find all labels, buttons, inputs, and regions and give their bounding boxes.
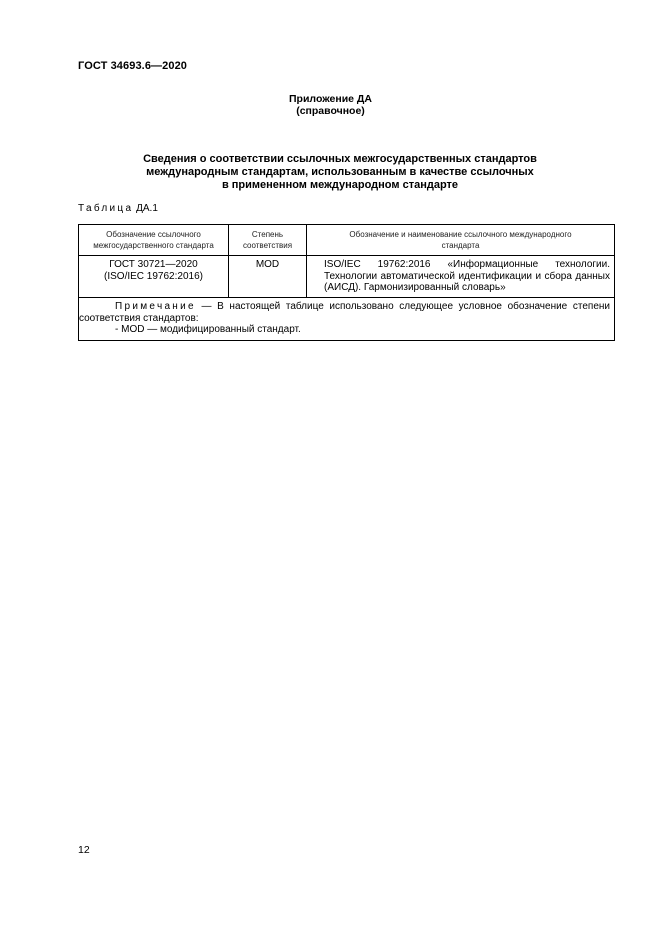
note-item: - MOD — модифицированный стандарт.: [115, 324, 301, 335]
note-label: Примечание: [115, 301, 196, 312]
header-text: Степень: [251, 230, 284, 239]
annex-title: Приложение ДА: [289, 93, 372, 105]
degree-text: MOD: [255, 259, 280, 270]
table-note: [79, 298, 615, 341]
note-text: — В настоящей таблице использовано следующее условное обозначение степени соответствия стандартов:: [79, 301, 610, 324]
annex-heading: [0, 93, 661, 117]
header-text: Обозначение ссылочного: [106, 230, 201, 239]
section-title: [60, 153, 620, 192]
header-text: соответствия: [242, 241, 293, 250]
header-text: межгосударственного стандарта: [93, 241, 214, 250]
header-text: стандарта: [441, 241, 480, 250]
column-header-international: [307, 225, 615, 256]
table-caption-number: ДА.1: [136, 203, 158, 214]
header-text: Обозначение и наименование ссылочного международного: [349, 230, 572, 239]
cell-international: [307, 256, 615, 298]
international-text: ISO/IEC 19762:2016 «Информационные технологии. Технологии автоматической идентификации и сбора данных (АИСД). Гармонизированный словарь»: [324, 259, 610, 293]
column-header-designation: [79, 225, 229, 256]
section-title-line-3: в примененном международном стандарте: [221, 179, 459, 191]
note-paragraph: [79, 301, 610, 324]
table-header-row: [79, 225, 615, 256]
table-caption: [78, 203, 158, 214]
page-number: 12: [78, 844, 90, 856]
table-note-row: [79, 298, 615, 341]
table-row: [79, 256, 615, 298]
correspondence-table-wrapper: [78, 224, 614, 341]
section-title-line-1: Сведения о соответствии ссылочных межгосударственных стандартов: [143, 153, 537, 165]
cell-designation: [79, 256, 229, 298]
column-header-degree: [229, 225, 307, 256]
annex-subtitle: (справочное): [296, 105, 365, 117]
section-title-line-2: международным стандартам, использованным в качестве ссылочных: [146, 166, 534, 178]
document-code: ГОСТ 34693.6—2020: [78, 60, 188, 72]
correspondence-table: [78, 224, 615, 341]
table-caption-word: Таблица: [78, 203, 134, 214]
designation-text: (ISO/IEC 19762:2016): [104, 270, 203, 282]
cell-degree: [229, 256, 307, 298]
designation-text: ГОСТ 30721—2020: [109, 259, 198, 270]
